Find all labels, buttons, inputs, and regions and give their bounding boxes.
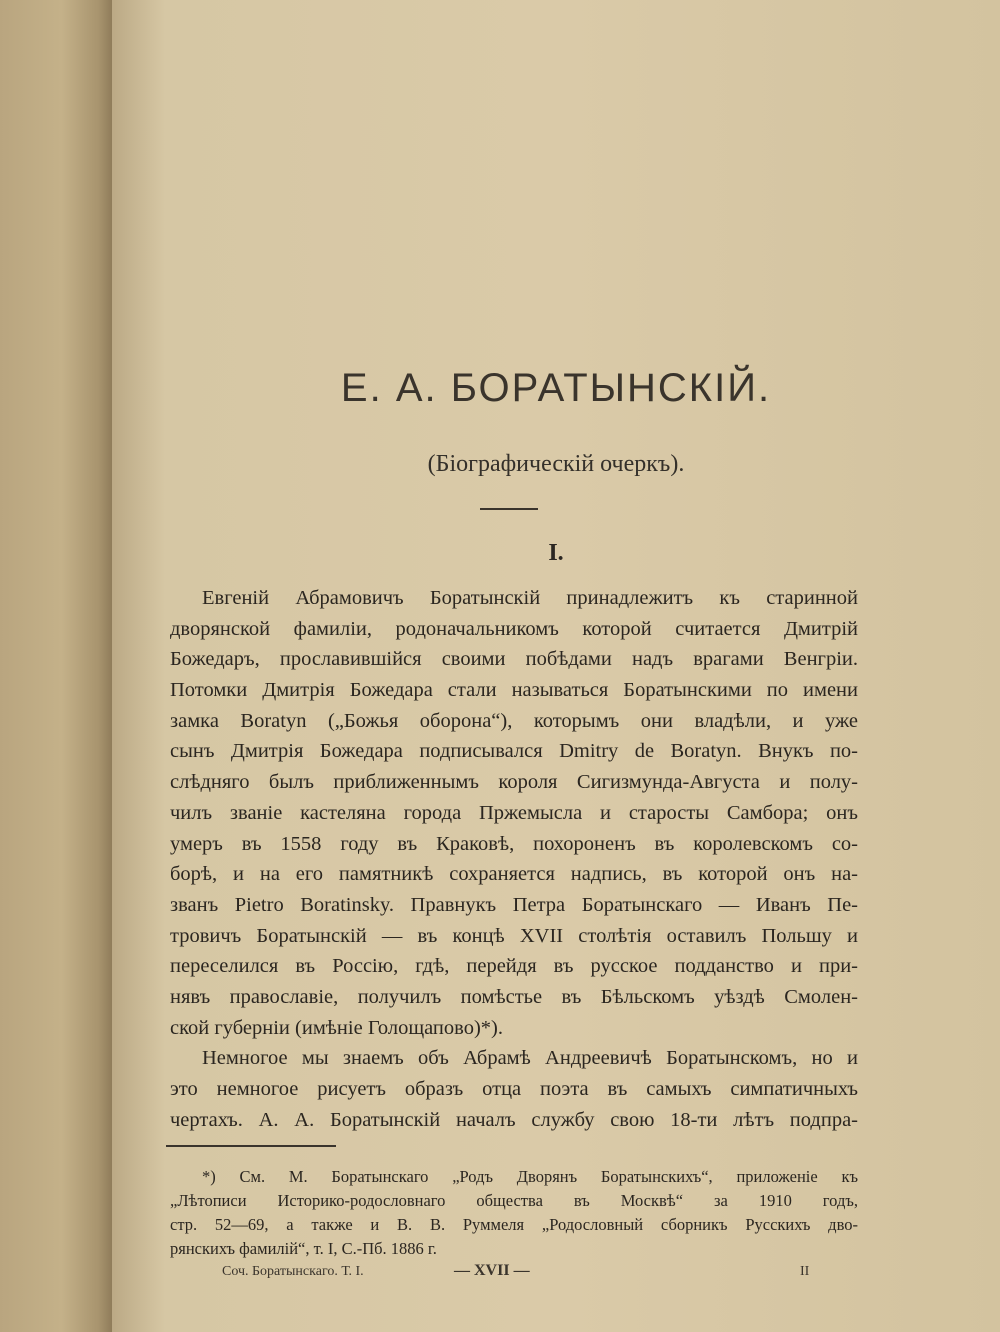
book-page bbox=[112, 0, 1000, 1332]
text-line: Евгенiй Абрамовичъ Боратынскiй принадлежитъ къ старинной bbox=[202, 587, 858, 609]
page-subtitle: (Бiографическiй очеркъ). bbox=[427, 451, 685, 477]
body-text bbox=[170, 583, 858, 1135]
text-line: званъ Pietro Boratinsky. Правнукъ Петра Боратынскаго — Иванъ Пе- bbox=[170, 893, 858, 916]
text-line: сынъ Дмитрiя Божедара подписывался Dmitry de Boratyn. Внукъ по- bbox=[170, 740, 858, 763]
text-line: это немногое рисуетъ образъ отца поэта въ самыхъ симпатичныхъ bbox=[170, 1078, 858, 1100]
page-title: Е. А. БОРАТЫНСКIЙ. bbox=[340, 366, 772, 410]
text-line: Божедаръ, прославившiйся своими побѣдами надъ врагами Венгрiи. bbox=[170, 648, 858, 671]
text-line: Немногое мы знаемъ объ Абрамѣ Андреевичѣ Боратынскомъ, но и bbox=[202, 1047, 858, 1070]
text-line: нявъ православiе, получилъ помѣстье въ Бѣльскомъ уѣздѣ Смолен- bbox=[170, 985, 858, 1008]
book-gutter bbox=[0, 0, 112, 1332]
footnote bbox=[170, 1165, 858, 1261]
text-line: борѣ, и на его памятникѣ сохраняется надпись, въ которой онъ на- bbox=[170, 863, 858, 886]
section-number: I. bbox=[548, 540, 564, 566]
text-line: умеръ въ 1558 году въ Краковѣ, похороненъ въ королевскомъ со- bbox=[170, 832, 858, 855]
text-line: тровичъ Боратынскiй — въ концѣ XVII столѣтiя оставилъ Польшу и bbox=[170, 924, 858, 947]
footnote-line: рянскихъ фамилiй“, т. I, С.-Пб. 1886 г. bbox=[170, 1239, 437, 1258]
footnote-line: *) См. М. Боратынскаго „Родъ Дворянъ Боратынскихъ“, приложенiе къ bbox=[202, 1167, 858, 1186]
footnote-line: „Лѣтописи Историко-родословнаго общества въ Москвѣ“ за 1910 годъ, bbox=[170, 1191, 858, 1210]
text-line: Потомки Дмитрiя Божедара стали называться Боратынскими по имени bbox=[170, 679, 858, 702]
title-divider bbox=[480, 508, 538, 510]
text-line: переселился въ Россiю, гдѣ, перейдя въ русское подданство и при- bbox=[170, 955, 858, 978]
sheet-number: II bbox=[800, 1264, 810, 1279]
page-number: — XVII — bbox=[454, 1262, 530, 1279]
text-line: ской губернiи (имѣнiе Голощапово)*). bbox=[170, 1016, 503, 1039]
footnote-divider bbox=[166, 1145, 336, 1147]
page-footer bbox=[222, 1262, 822, 1286]
footnote-line: стр. 52—69, а также и В. В. Руммеля „Родословный сборникъ Русскихъ дво- bbox=[170, 1215, 858, 1234]
signature-mark: Соч. Боратынскаго. Т. I. bbox=[222, 1264, 364, 1279]
text-line: слѣдняго былъ приближеннымъ короля Сигизмунда-Августа и полу- bbox=[170, 771, 858, 794]
text-line: дворянской фамилiи, родоначальникомъ которой считается Дмитрiй bbox=[170, 617, 858, 640]
text-line: чертахъ. А. А. Боратынскiй началъ службу свою 18-ти лѣтъ подпра- bbox=[170, 1108, 858, 1131]
text-line: чилъ званiе кастеляна города Пржемысла и старосты Самбора; онъ bbox=[170, 801, 858, 824]
text-line: замка Boratyn („Божья оборона“), которымъ они владѣли, и уже bbox=[170, 709, 858, 732]
